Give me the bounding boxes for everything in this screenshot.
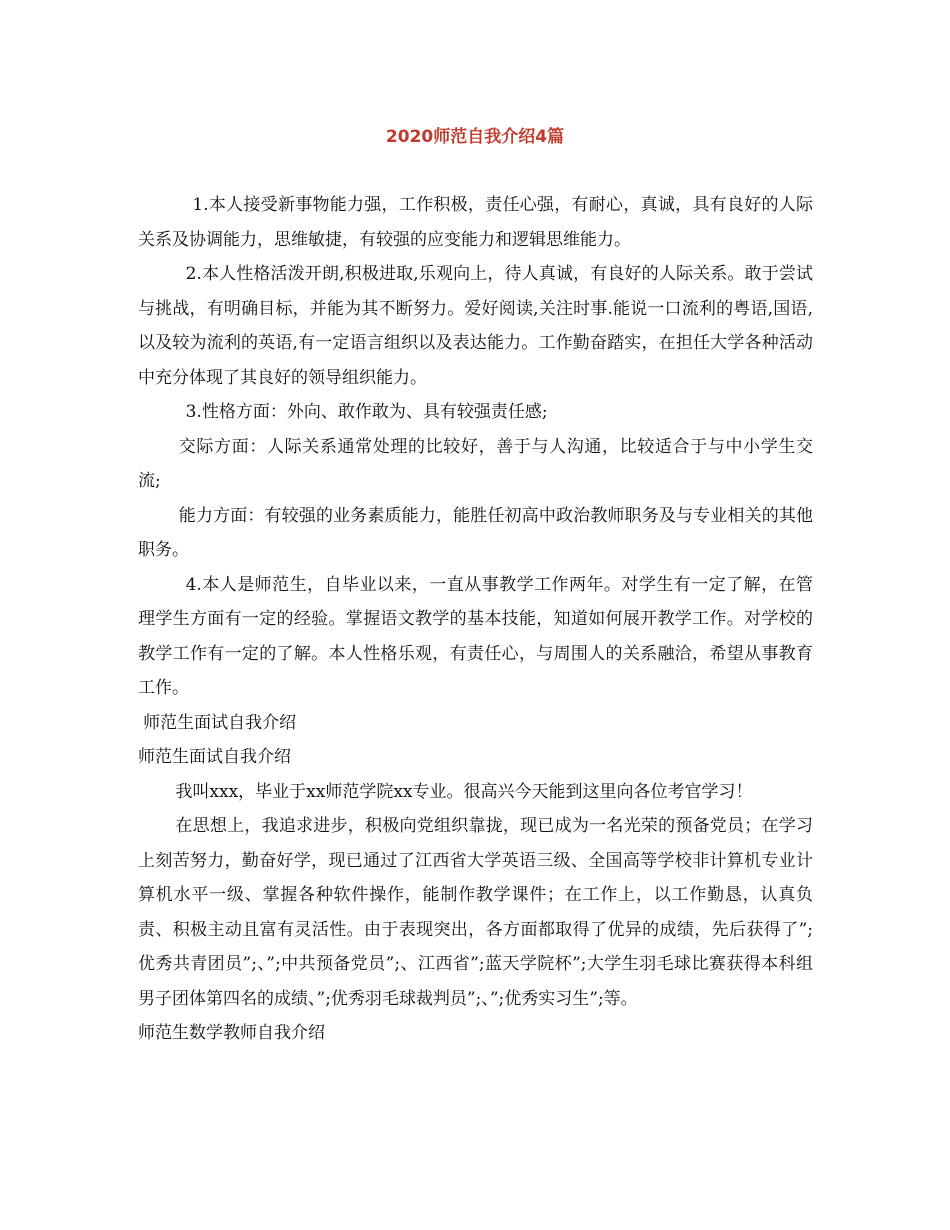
section-heading-math-teacher: 师范生数学教师自我介绍 bbox=[138, 1023, 325, 1043]
section-heading-interview: 师范生面试自我介绍 bbox=[143, 712, 297, 733]
paragraph-4: 交际方面：人际关系通常处理的比较好，善于与人沟通，比较适合于与中小学生交流; bbox=[138, 436, 813, 491]
document-title: 2020师范自我介绍4篇 bbox=[385, 127, 565, 147]
paragraph-5: 能力方面：有较强的业务素质能力，能胜任初高中政治教师职务及与专业相关的其他职务。 bbox=[138, 505, 813, 560]
section-heading-interview-repeat: 师范生面试自我介绍 bbox=[138, 747, 291, 767]
paragraph-7: 我叫xxx，毕业于xx师范学院xx专业。很高兴今天能到这里向各位考官学习！ bbox=[175, 781, 753, 802]
paragraph-2: 2.本人性格活泼开朗,积极进取,乐观向上，待人真诚，有良好的人际关系。敢于尝试与挑战，有明确目标，并能为其不断努力。爱好阅读,关注时事.能说一口流利的粤语,国语,以及较为流利的英语,有一定语言组织以及表达能力。工作勤奋踏实，在担任大学各种活动中充分体现了其良好的领导组织能力。 bbox=[138, 264, 813, 388]
paragraph-8: 在思想上，我追求进步，积极向党组织靠拢，现已成为一名光荣的预备党员；在学习上刻苦努力，勤奋好学，现已通过了江西省大学英语三级、全国高等学校非计算机专业计算机水平一级、掌握各种软件操作，能制作教学课件；在工作上，以工作勤恳，认真负责、积极主动且富有灵活性。由于表现突出，各方面都取得了优异的成绩，先后获得了”;优秀共青团员”;、”;中共预备党员”;、江西省”;蓝天学院杯”;大学生羽毛球比赛获得本科组男子团体第四名的成绩、”;优秀羽毛球裁判员”;、”;优秀实习生”;等。 bbox=[138, 816, 813, 1009]
paragraph-3: 3.性格方面：外向、敢作敢为、具有较强责任感; bbox=[185, 402, 548, 422]
paragraph-1: 1.本人接受新事物能力强，工作积极，责任心强，有耐心，真诚，具有良好的人际关系及协调能力，思维敏捷，有较强的应变能力和逻辑思维能力。 bbox=[138, 195, 813, 250]
paragraph-6: 4.本人是师范生，自毕业以来，一直从事教学工作两年。对学生有一定了解，在管理学生方面有一定的经验。掌握语文教学的基本技能，知道如何展开教学工作。对学校的教学工作有一定的了解。本人性格乐观，有责任心，与周围人的关系融洽，希望从事教育工作。 bbox=[138, 574, 813, 698]
document-body bbox=[138, 188, 813, 1051]
